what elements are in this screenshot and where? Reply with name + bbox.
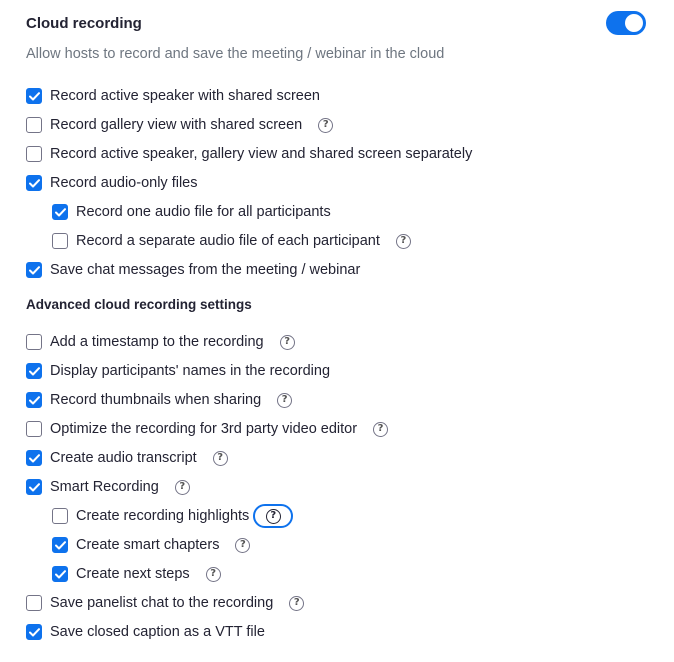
option-label: Record thumbnails when sharing [50, 392, 262, 408]
option-label: Record a separate audio file of each participant [76, 233, 380, 249]
checkmark-icon [29, 483, 40, 492]
option-label: Record active speaker with shared screen [50, 88, 320, 104]
checkbox-unchecked[interactable] [26, 595, 42, 611]
option-label: Save chat messages from the meeting / webinar [50, 262, 361, 278]
checkmark-icon [29, 266, 40, 275]
checkbox-checked[interactable] [52, 537, 68, 553]
option-row-smart-recording[interactable] [26, 475, 190, 499]
option-label: Create audio transcript [50, 450, 197, 466]
cloud-recording-toggle[interactable] [606, 11, 646, 35]
option-row-create-next-steps[interactable] [52, 562, 221, 586]
option-label: Record gallery view with shared screen [50, 117, 303, 133]
option-label: Optimize the recording for 3rd party video editor [50, 421, 358, 437]
toggle-knob [625, 14, 643, 32]
option-label: Record one audio file for all participants [76, 204, 331, 220]
option-label: Record audio-only files [50, 175, 198, 191]
help-icon[interactable]: ? [175, 480, 190, 495]
help-icon[interactable]: ? [206, 567, 221, 582]
option-row-record-active-speaker-with-shared-screen[interactable] [26, 84, 320, 108]
checkmark-icon [29, 628, 40, 637]
checkmark-icon [55, 541, 66, 550]
option-row-optimize-the-recording-for-3rd-party-video-editor[interactable] [26, 417, 388, 441]
checkmark-icon [29, 396, 40, 405]
advanced-settings-heading: Advanced cloud recording settings [26, 297, 252, 312]
help-icon[interactable] [253, 504, 293, 528]
help-icon[interactable]: ? [280, 335, 295, 350]
option-label: Save panelist chat to the recording [50, 595, 274, 611]
help-icon[interactable]: ? [277, 393, 292, 408]
option-row-save-panelist-chat-to-the-recording[interactable] [26, 591, 304, 615]
cloud-recording-description: Allow hosts to record and save the meeting / webinar in the cloud [26, 46, 445, 62]
option-row-save-chat-messages-from-the-meeting-webinar[interactable] [26, 258, 360, 282]
checkmark-icon [29, 179, 40, 188]
checkmark-icon [29, 367, 40, 376]
checkmark-icon [55, 208, 66, 217]
option-label: Create smart chapters [76, 537, 220, 553]
help-icon[interactable]: ? [289, 596, 304, 611]
option-row-display-participants-names-in-the-recording[interactable] [26, 359, 330, 383]
checkbox-unchecked[interactable] [26, 117, 42, 133]
option-row-record-one-audio-file-for-all-participants[interactable] [52, 200, 331, 224]
option-row-create-audio-transcript[interactable] [26, 446, 228, 470]
option-label: Display participants' names in the recording [50, 363, 331, 379]
question-mark-icon: ? [266, 509, 281, 524]
checkbox-checked[interactable] [52, 204, 68, 220]
checkmark-icon [55, 570, 66, 579]
option-label: Save closed caption as a VTT file [50, 624, 265, 640]
help-icon[interactable]: ? [396, 234, 411, 249]
checkbox-checked[interactable] [26, 392, 42, 408]
option-row-create-smart-chapters[interactable] [52, 533, 250, 557]
checkbox-checked[interactable] [26, 262, 42, 278]
checkbox-checked[interactable] [26, 479, 42, 495]
help-icon[interactable]: ? [213, 451, 228, 466]
option-label: Create next steps [76, 566, 190, 582]
option-row-record-audio-only-files[interactable] [26, 171, 198, 195]
option-row-record-gallery-view-with-shared-screen[interactable] [26, 113, 333, 137]
option-label: Create recording highlights [76, 508, 250, 524]
checkbox-unchecked[interactable] [52, 233, 68, 249]
checkmark-icon [29, 454, 40, 463]
page-title: Cloud recording [26, 15, 142, 32]
checkmark-icon [29, 92, 40, 101]
option-label: Add a timestamp to the recording [50, 334, 264, 350]
checkbox-checked[interactable] [26, 624, 42, 640]
checkbox-checked[interactable] [26, 450, 42, 466]
checkbox-checked[interactable] [26, 363, 42, 379]
option-row-save-closed-caption-as-a-vtt-file[interactable] [26, 620, 265, 644]
help-icon[interactable]: ? [235, 538, 250, 553]
help-icon[interactable]: ? [318, 118, 333, 133]
checkbox-unchecked[interactable] [26, 146, 42, 162]
checkbox-unchecked[interactable] [26, 421, 42, 437]
option-row-create-recording-highlights[interactable] [52, 504, 293, 528]
option-row-add-a-timestamp-to-the-recording[interactable] [26, 330, 295, 354]
option-row-record-thumbnails-when-sharing[interactable] [26, 388, 292, 412]
help-icon[interactable]: ? [373, 422, 388, 437]
checkbox-checked[interactable] [26, 88, 42, 104]
option-row-record-active-speaker-gallery-view-and-shared-screen-separately[interactable] [26, 142, 472, 166]
option-row-record-a-separate-audio-file-of-each-participant[interactable] [52, 229, 411, 253]
option-label: Record active speaker, gallery view and shared screen separately [50, 146, 473, 162]
checkbox-checked[interactable] [26, 175, 42, 191]
checkbox-checked[interactable] [52, 566, 68, 582]
checkbox-unchecked[interactable] [26, 334, 42, 350]
option-label: Smart Recording [50, 479, 159, 495]
checkbox-unchecked[interactable] [52, 508, 68, 524]
